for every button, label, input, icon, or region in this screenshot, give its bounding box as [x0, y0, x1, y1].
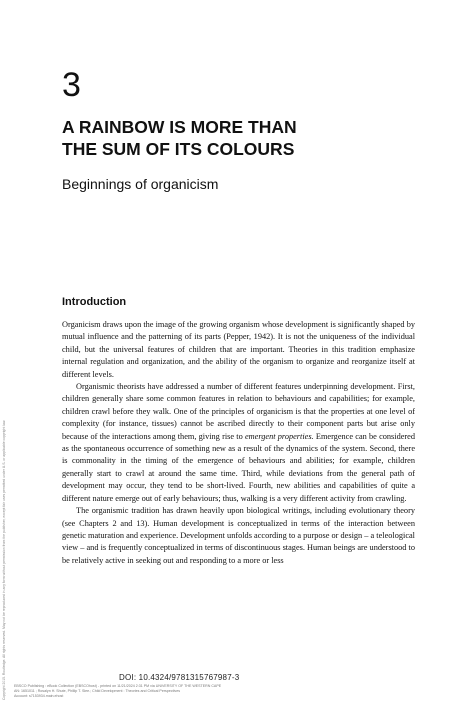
section-heading: Introduction — [62, 296, 127, 308]
paragraph — [62, 381, 415, 505]
chapter-subtitle: Beginnings of organicism — [62, 176, 219, 192]
print-note-line: Account: s7153934.main.ehost — [14, 694, 64, 698]
chapter-title — [62, 116, 422, 160]
print-note-line: AN: 1651011 ; Rosalyn H. Shute, Phillip T. Slee.; Child Development : Theories and Critical Perspectives — [14, 689, 180, 693]
ebsco-print-note — [14, 684, 354, 699]
paragraph: Organicism draws upon the image of the growing organism whose development is significantly shaped by mutual influence and the patterning of its parts (Pepper, 1942). It is not the uniqueness of the individual child, but the universal features of children that are important. Theories in this tradition emphasize internal regulation and organization, and the ability of the organism to organize and reorganize itself at different levels. — [62, 320, 415, 379]
paragraph-text: Emergence can be considered as the spontaneous occurrence of something new as a result of the dynamics of the system. Second, there is commonality in the timing of the emergence of behaviours and abilities; for example, children generally start to crawl at around the same time. Third, while deviations from the general path of development may occur, they tend to be short-lived. Fourth, new abilities and capabilities of quite a different nature emerge out of early behaviours; thus, walking is a very different activity from crawling. — [62, 431, 416, 503]
copyright-side-note: Copyright 2015. Routledge. All rights reserved. May not be reproduced in any form without permission from the publisher, except fair uses permitted under U.S. or applicable copyright law. — [2, 419, 6, 700]
chapter-title-line: A RAINBOW IS MORE THAN — [62, 117, 297, 137]
paragraph-text: Organismic theorists have addressed a number of different features underpinning development. First, children generally share some common features in relation to behaviours and capabilities; for example, children crawl before they walk. One of the principles of organicism is that the properties at one level of complexity (for instance, tissues) cannot be ascribed directly to their component parts but arise only because of the interactions among them, giving rise to — [62, 382, 415, 441]
chapter-number: 3 — [62, 66, 81, 104]
chapter-title-line: THE SUM OF ITS COLOURS — [62, 139, 295, 159]
paragraph: The organismic tradition has drawn heavily upon biological writings, including evolutionary theory (see Chapters 2 and 13). Human development is conceptualized in terms of the interaction between genetic maturation and experience. Development unfolds according to a purpose or design – a teleological view – and is frequently conceptualized in terms of discontinuous stages. Human beings are understood to be relatively active in seeking out and responding to a more or less — [62, 506, 415, 565]
doi-footer: DOI: 10.4324/9781315767987-3 — [119, 673, 240, 682]
body-text — [62, 319, 415, 567]
print-note-line: EBSCO Publishing : eBook Collection (EBSCOhost) - printed on 11/21/2024 2:31 PM via UNIVERSITY OF THE WESTERN CAPE — [14, 684, 222, 688]
emphasized-term: emergent properties. — [244, 431, 314, 441]
